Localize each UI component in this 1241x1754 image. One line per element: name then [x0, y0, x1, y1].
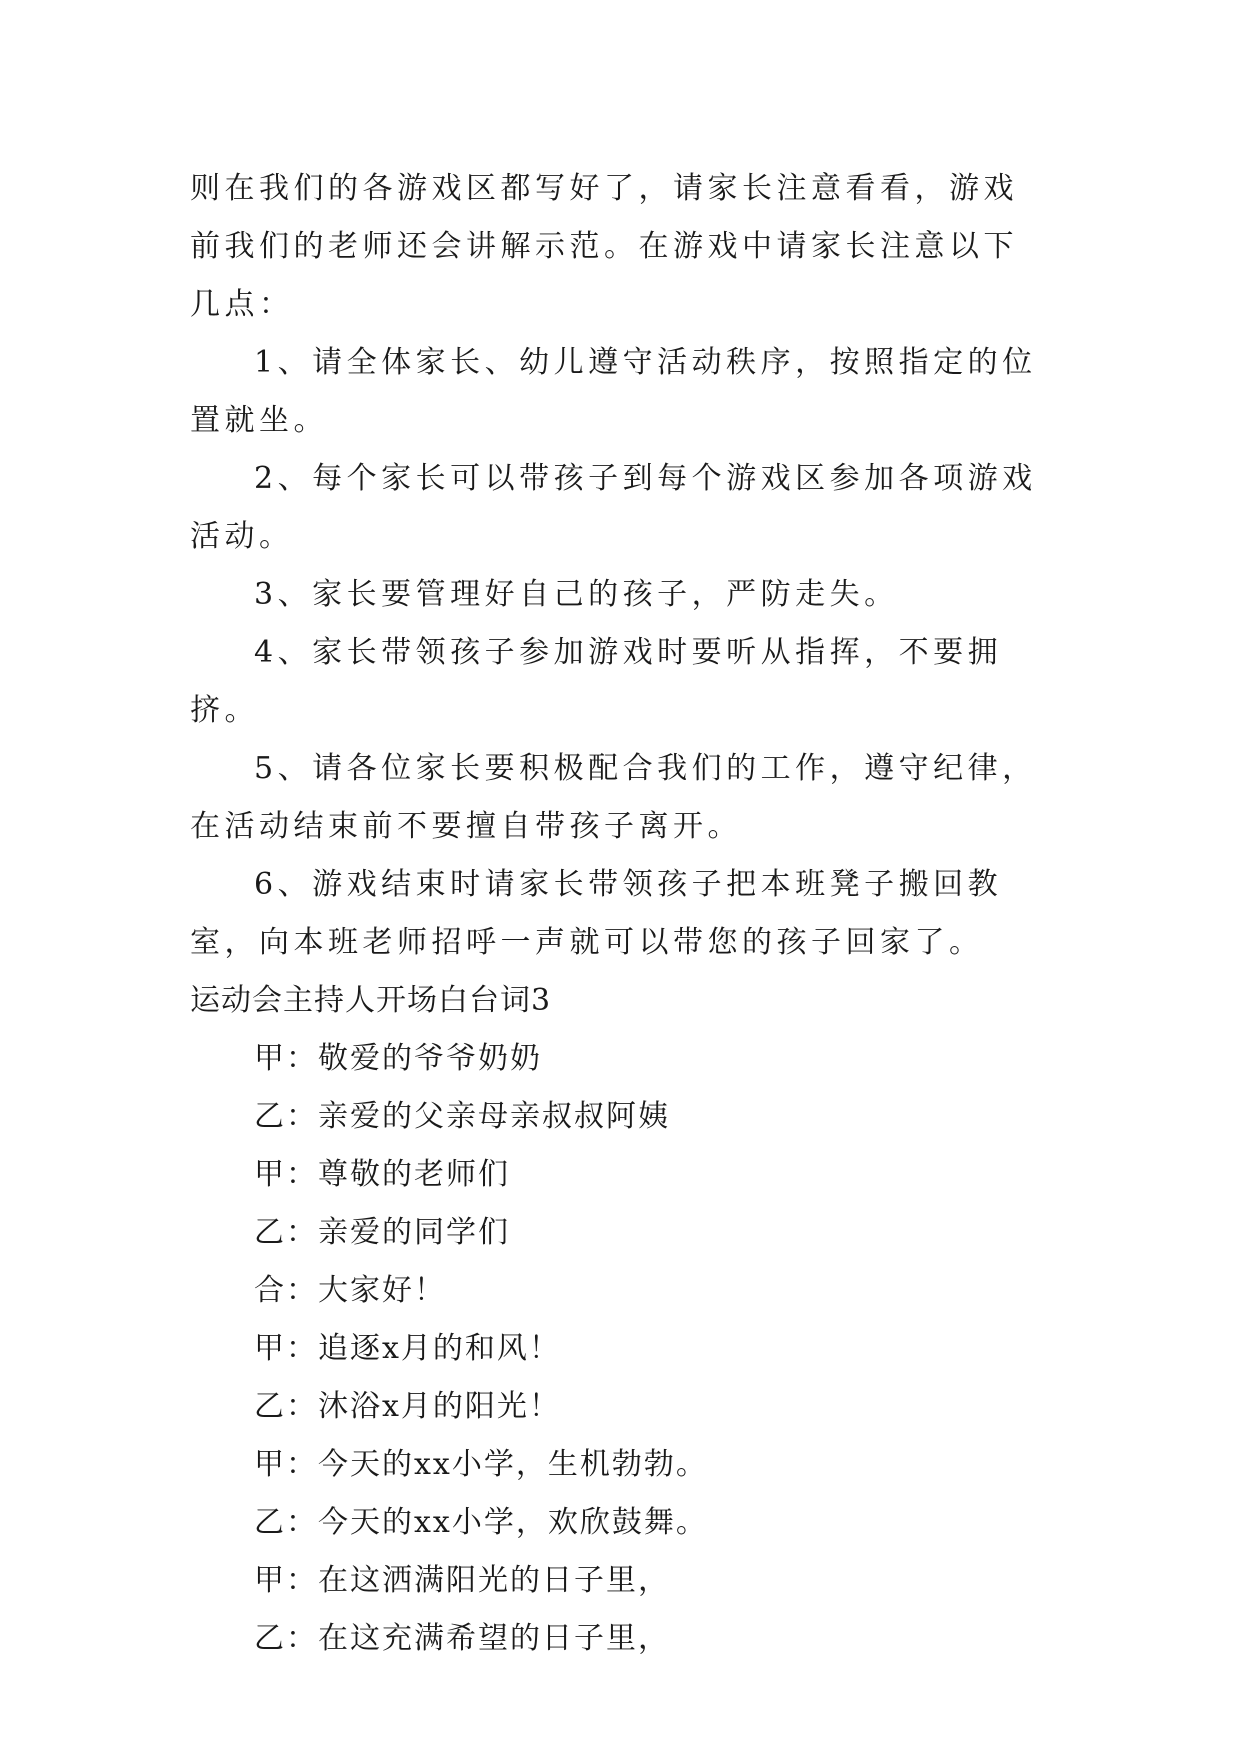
rule-item-6: 6、游戏结束时请家长带领孩子把本班凳子搬回教室，向本班老师招呼一声就可以带您的孩子回家了。	[190, 867, 1003, 960]
dialogue-line: 乙：今天的xx小学，欢欣鼓舞。	[254, 1505, 708, 1540]
rule-item-5: 5、请各位家长要积极配合我们的工作，遵守纪律，在活动结束前不要擅自带孩子离开。	[190, 751, 1037, 844]
rule-item-1: 1、请全体家长、幼儿遵守活动秩序，按照指定的位置就坐。	[190, 345, 1037, 438]
dialogue-line: 乙：亲爱的父亲母亲叔叔阿姨	[254, 1099, 670, 1134]
dialogue-line: 合：大家好！	[254, 1273, 446, 1308]
dialogue-line: 乙：在这充满希望的日子里，	[254, 1621, 670, 1656]
document-body	[190, 160, 1052, 1668]
dialogue-line: 甲：尊敬的老师们	[254, 1157, 510, 1192]
section-title: 运动会主持人开场白台词3	[190, 983, 552, 1018]
dialogue-line: 甲：今天的xx小学，生机勃勃。	[254, 1447, 708, 1482]
dialogue-line: 甲：敬爱的爷爷奶奶	[254, 1041, 542, 1076]
rule-item-2: 2、每个家长可以带孩子到每个游戏区参加各项游戏活动。	[190, 461, 1037, 554]
rule-item-3: 3、家长要管理好自己的孩子，严防走失。	[254, 577, 899, 612]
dialogue-line: 乙：亲爱的同学们	[254, 1215, 510, 1250]
dialogue-line: 甲：在这洒满阳光的日子里，	[254, 1563, 670, 1598]
dialogue-line: 甲：追逐x月的和风！	[254, 1331, 561, 1366]
dialogue-line: 乙：沐浴x月的阳光！	[254, 1389, 561, 1424]
rule-item-4: 4、家长带领孩子参加游戏时要听从指挥，不要拥挤。	[190, 635, 1003, 728]
paragraph-continuation: 则在我们的各游戏区都写好了，请家长注意看看，游戏前我们的老师还会讲解示范。在游戏中请家长注意以下几点：	[190, 171, 1018, 322]
